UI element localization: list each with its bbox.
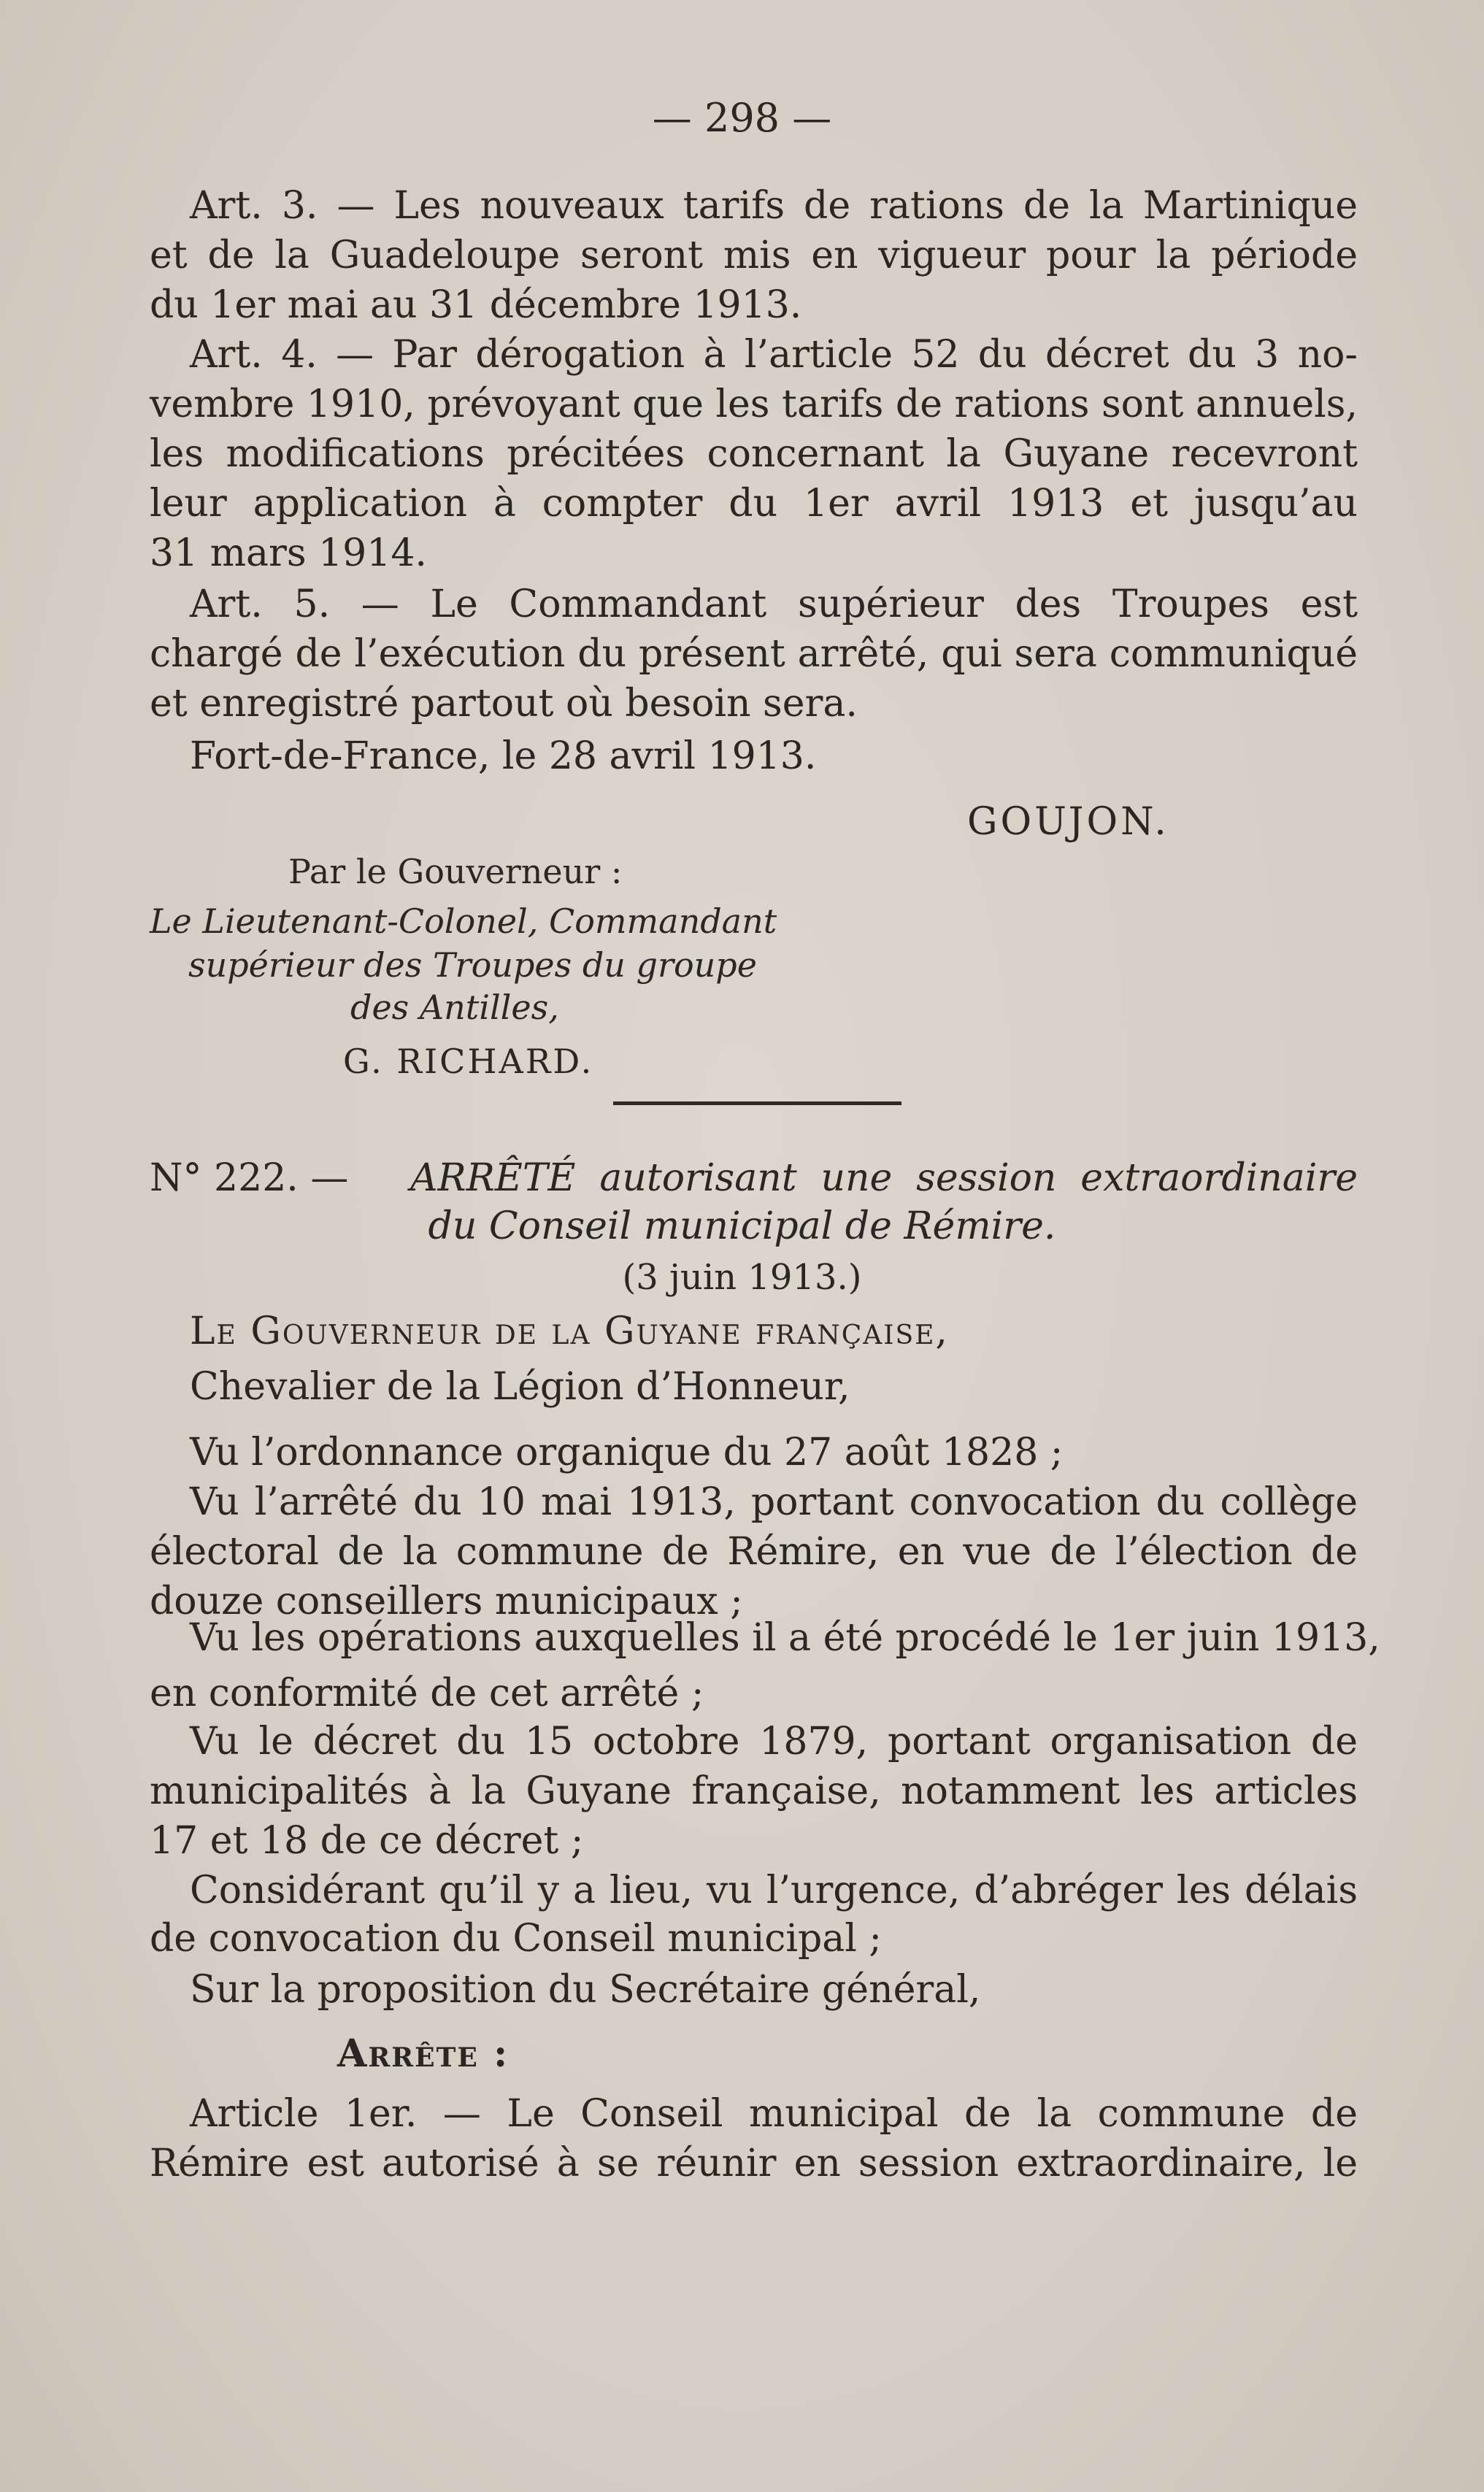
vu-line-2: Vu l’arrêté du 10 mai 1913, portant convocation du collège — [190, 1480, 1358, 1524]
vu-line-3: électoral de la commune de Rémire, en vue de l’élection de — [150, 1530, 1358, 1574]
vu-line-7: Vu le décret du 15 octobre 1879, portant organisation de — [190, 1720, 1358, 1764]
vu-line-10: Considérant qu’il y a lieu, vu l’urgence, d’abréger les délais — [190, 1869, 1358, 1912]
vu-line-12: Sur la proposition du Secrétaire général, — [190, 1968, 981, 2012]
vu-line-8: municipalités à la Guyane française, notamment les articles — [150, 1769, 1358, 1813]
place-date: Fort-de-France, le 28 avril 1913. — [190, 734, 817, 778]
vu-line-11: de convocation du Conseil municipal ; — [150, 1917, 882, 1961]
art5-line-1: Art. 5. — Le Commandant supérieur des Troupes est — [190, 582, 1358, 626]
art3-line-3: du 1er mai au 31 décembre 1913. — [150, 283, 802, 327]
article1-line-1: Article 1er. — Le Conseil municipal de la commune de — [190, 2092, 1358, 2136]
article1-line-2: Rémire est autorisé à se réunir en session extraordinaire, le — [150, 2142, 1358, 2185]
art4-line-5: 31 mars 1914. — [150, 531, 427, 575]
chevalier-line: Chevalier de la Légion d’Honneur, — [190, 1365, 850, 1409]
arrete-title-line-2: du Conseil municipal de Rémire. — [428, 1204, 1056, 1248]
arrete-heading: Arrête : — [337, 2031, 510, 2076]
art4-line-3: les modifications précitées concernant la Guyane recevront — [150, 432, 1358, 476]
lieutenant-line-2: supérieur des Troupes du groupe — [188, 945, 757, 985]
vu-line-6: en conformité de cet arrêté ; — [150, 1672, 704, 1715]
arrete-number: N° 222. — — [150, 1156, 349, 1200]
lieutenant-name: G. RICHARD. — [343, 1042, 594, 1081]
arrete-title-line-1: ARRÊTÉ autorisant une session extraordinaire — [410, 1156, 1358, 1200]
art5-line-3: et enregistré partout où besoin sera. — [150, 682, 858, 726]
page-number: — 298 — — [652, 95, 832, 141]
vu-line-4: douze conseillers municipaux ; — [150, 1580, 743, 1623]
art4-line-1: Art. 4. — Par dérogation à l’article 52 du décret du 3 no- — [190, 333, 1358, 377]
section-divider — [613, 1101, 901, 1105]
gouverneur-line: Le Gouverneur de la Guyane française, — [190, 1310, 949, 1353]
art3-line-2: et de la Guadeloupe seront mis en vigueur pour la période — [150, 234, 1358, 277]
vu-line-1: Vu l’ordonnance organique du 27 août 1828 ; — [190, 1431, 1064, 1474]
lieutenant-line-1: Le Lieutenant-Colonel, Commandant — [150, 901, 777, 941]
art4-line-2: vembre 1910, prévoyant que les tarifs de rations sont annuels, — [150, 382, 1358, 426]
vu-line-9: 17 et 18 de ce décret ; — [150, 1819, 584, 1863]
vu-line-5: Vu les opérations auxquelles il a été procédé le 1er juin 1913, — [190, 1616, 1380, 1660]
arrete-date: (3 juin 1913.) — [622, 1257, 862, 1298]
art4-line-4: leur application à compter du 1er avril 1913 et jusqu’au — [150, 482, 1358, 526]
signatory: GOUJON. — [967, 800, 1169, 844]
art3-line-1: Art. 3. — Les nouveaux tarifs de rations de la Martinique — [190, 184, 1358, 228]
art5-line-2: chargé de l’exécution du présent arrêté, qui sera communiqué — [150, 632, 1358, 676]
par-le-gouverneur: Par le Gouverneur : — [288, 852, 623, 891]
lieutenant-line-3: des Antilles, — [350, 988, 559, 1027]
